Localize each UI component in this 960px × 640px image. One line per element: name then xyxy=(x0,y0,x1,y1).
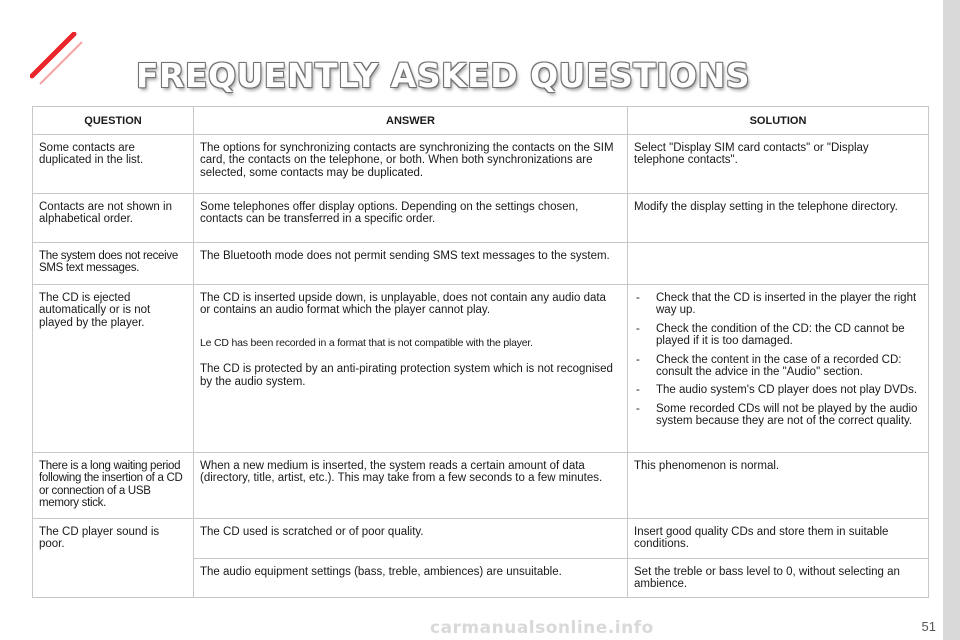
list-item: - Check that the CD is inserted in the player the right way up. xyxy=(636,292,917,317)
solution-cell: Select "Display SIM card contacts" or "Display telephone contacts". xyxy=(628,135,929,194)
solution-list xyxy=(634,292,920,428)
answer-cell xyxy=(194,285,628,453)
answer-paragraph: The CD is inserted upside down, is unplayable, does not contain any audio data or contains an audio format which the player cannot play. xyxy=(200,292,606,317)
question-cell: Some contacts are duplicated in the list. xyxy=(33,135,194,194)
answer-cell: The Bluetooth mode does not permit sending SMS text messages to the system. xyxy=(194,243,628,285)
answer-cell: The options for synchronizing contacts are synchronizing the contacts on the SIM card, the contacts on the telephone, or both. When both synchronizations are selected, some contacts may be duplicated. xyxy=(194,135,628,194)
answer-cell: When a new medium is inserted, the system reads a certain amount of data (directory, title, artist, etc.). This may take from a few seconds to a few minutes. xyxy=(194,453,628,519)
page-edge-band xyxy=(943,0,960,640)
question-cell: The CD is ejected automatically or is not played by the player. xyxy=(33,285,194,453)
table-row xyxy=(33,453,929,519)
answer-paragraph: The CD is protected by an anti-pirating protection system which is not recognised by the audio system. xyxy=(200,363,613,388)
solution-cell xyxy=(628,285,929,453)
page-title: FREQUENTLY ASKED QUESTIONS xyxy=(136,56,750,95)
answer-cell: Some telephones offer display options. Depending on the settings chosen, contacts can be transferred in a specific order. xyxy=(194,194,628,243)
table-row xyxy=(33,559,929,598)
answer-paragraph: Le CD has been recorded in a format that is not compatible with the player. xyxy=(200,336,533,349)
question-cell xyxy=(33,559,194,598)
solution-cell: Insert good quality CDs and store them in suitable conditions. xyxy=(628,519,929,559)
solution-cell: Modify the display setting in the telephone directory. xyxy=(628,194,929,243)
table-row xyxy=(33,135,929,194)
list-item: - Check the condition of the CD: the CD cannot be played if it is too damaged. xyxy=(636,322,905,348)
solution-cell xyxy=(628,243,929,285)
corner-accent-icon xyxy=(30,32,100,102)
page-number: 51 xyxy=(921,619,936,634)
answer-cell: The audio equipment settings (bass, treble, ambiences) are unsuitable. xyxy=(194,559,628,598)
header-answer: ANSWER xyxy=(194,107,628,135)
table-header-row xyxy=(33,107,929,135)
list-item: - Check the content in the case of a recorded CD: consult the advice in the "Audio" section. xyxy=(636,353,902,379)
list-item: - The audio system's CD player does not play DVDs. xyxy=(636,384,918,397)
faq-table xyxy=(32,106,929,598)
solution-cell: Set the treble or bass level to 0, without selecting an ambience. xyxy=(628,559,929,598)
header-solution: SOLUTION xyxy=(628,107,929,135)
question-cell: The system does not receive SMS text messages. xyxy=(33,243,194,285)
table-row xyxy=(33,519,929,559)
table-row xyxy=(33,285,929,453)
header-question: QUESTION xyxy=(33,107,194,135)
answer-cell: The CD used is scratched or of poor quality. xyxy=(194,519,628,559)
question-cell: The CD player sound is poor. xyxy=(33,519,194,559)
question-cell: Contacts are not shown in alphabetical order. xyxy=(33,194,194,243)
question-cell: There is a long waiting period following the insertion of a CD or connection of a USB memory stick. xyxy=(33,453,194,519)
solution-cell: This phenomenon is normal. xyxy=(628,453,929,519)
watermark: carmanualsonline.info xyxy=(430,618,654,638)
table-row xyxy=(33,243,929,285)
list-item: - Some recorded CDs will not be played by the audio system because they are not of the correct quality. xyxy=(636,402,918,428)
table-row xyxy=(33,194,929,243)
